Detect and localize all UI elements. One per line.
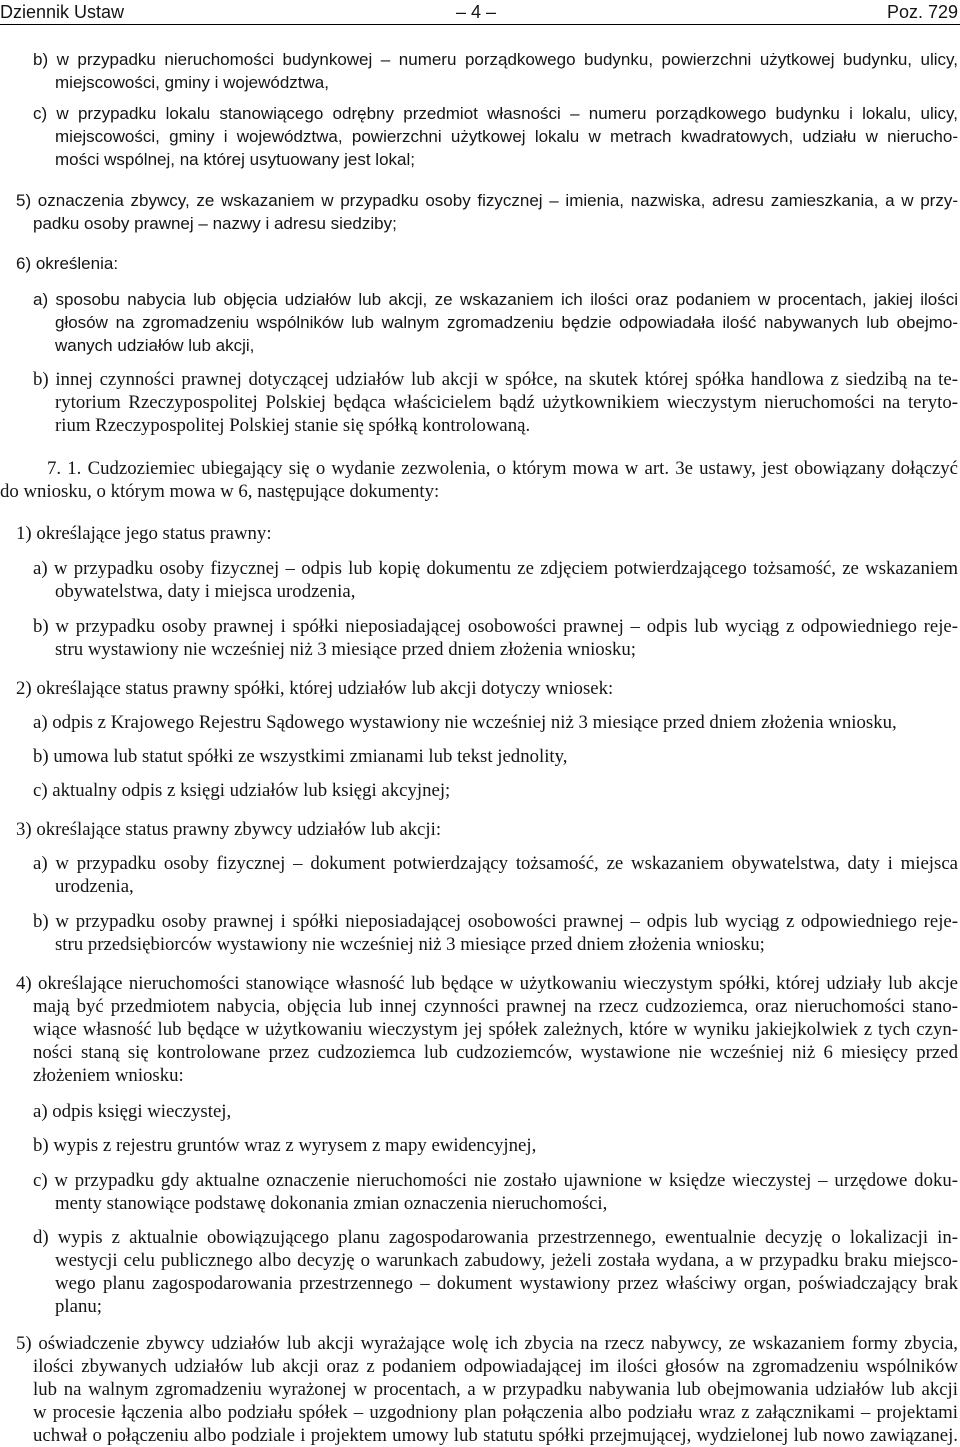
text-line: c) w przypadku gdy aktualne oznaczenie nieruchomości nie zostało ujawnione w księdze wieczystej – urzędowe doku- xyxy=(33,1170,958,1191)
text-line: planu; xyxy=(55,1296,102,1317)
position-number: Poz. 729 xyxy=(886,2,958,22)
text-line: rytorium Rzeczypospolitej Polskiej będąca właścicielem bądź użytkownikiem wieczystym nieruchomości na teryto- xyxy=(55,392,958,413)
text-line: b) w przypadku osoby prawnej i spółki nieposiadającej osobowości prawnej – odpis lub wyciąg z odpowiedniego reje- xyxy=(33,911,958,932)
text-line: mają być przedmiotem nabycia, objęcia lub innej czynności prawnej na rzecz cudzoziemca, oraz nieruchomości stano- xyxy=(33,996,958,1017)
text-line: b) umowa lub statut spółki ze wszystkimi zmianami lub tekst jednolity, xyxy=(33,746,568,767)
paragraph xyxy=(0,677,960,700)
paragraph xyxy=(0,252,960,275)
paragraph xyxy=(0,615,960,661)
paragraph xyxy=(0,288,960,357)
text-line: w procesie łączenia albo podziału spółek – uzgodniony plan połączenia albo podziału wraz z załącznikami – projektami xyxy=(33,1402,958,1423)
text-line: ilości zbywanych udziałów lub akcji oraz z podaniem odpowiadającej im ilości głosów na zgromadzeniu wspólników xyxy=(33,1356,958,1377)
text-line: 5) oznaczenia zbywcy, ze wskazaniem w przypadku osoby fizycznej – imienia, nazwiska, adresu zamieszkania, a w przy- xyxy=(16,191,958,210)
paragraph xyxy=(0,1100,960,1123)
text-line: wiące własność lub będące w użytkowaniu wieczystym jej spółek zależnych, które w wyniku jakiejkolwiek z tych czyn- xyxy=(33,1019,958,1040)
text-line: menty stanowiące podstawę dokonania zmian oznaczenia nieruchomości, xyxy=(55,1193,608,1214)
text-line: 5) oświadczenie zbywcy udziałów lub akcji wyrażające wolę ich zbycia na rzecz nabywcy, ze wskazaniem formy zbycia, xyxy=(16,1333,958,1354)
text-line: a) w przypadku osoby fizycznej – dokument potwierdzający tożsamość, ze wskazaniem obywatelstwa, daty i miejsca xyxy=(33,853,958,874)
text-line: a) odpis księgi wieczystej, xyxy=(33,1101,232,1122)
text-line: głosów na zgromadzeniu wspólników lub walnym zgromadzeniu będzie odpowiadała ilość nabywanych lub obejmo- xyxy=(55,313,958,332)
text-line: padku osoby prawnej – nazwy i adresu siedziby; xyxy=(33,214,397,233)
text-line: c) w przypadku lokalu stanowiącego odrębny przedmiot własności – numeru porządkowego budynku i lokalu, ulicy, xyxy=(33,104,958,123)
text-line: 7. 1. Cudzoziemiec ubiegający się o wydanie zezwolenia, o którym mowa w art. 3e ustawy, jest obowiązany dołączyć xyxy=(47,458,958,479)
text-line: rium Rzeczypospolitej Polskiej stanie się spółką kontrolowaną. xyxy=(55,415,531,436)
text-line: b) wypis z rejestru gruntów wraz z wyrysem z mapy ewidencyjnej, xyxy=(33,1135,537,1156)
text-line: a) w przypadku osoby fizycznej – odpis lub kopię dokumentu ze zdjęciem potwierdzającego tożsamość, ze wskazaniem xyxy=(33,558,958,579)
paragraph xyxy=(0,1332,960,1447)
paragraph xyxy=(0,189,960,235)
paragraph xyxy=(0,852,960,898)
text-line: a) odpis z Krajowego Rejestru Sądowego wystawiony nie wcześniej niż 3 miesiące przed dniem złożenia wniosku, xyxy=(33,712,897,733)
text-line: a) sposobu nabycia lub objęcia udziałów lub akcji, ze wskazaniem ich ilości oraz podaniem w procentach, jakiej ilości xyxy=(33,290,958,309)
paragraph xyxy=(0,1226,960,1318)
text-line: westycji celu publicznego albo decyzję o warunkach zabudowy, jeżeli została wydana, a w przypadku braku miejsco- xyxy=(55,1250,958,1271)
text-line: b) w przypadku nieruchomości budynkowej – numeru porządkowego budynku, powierzchni użytkowej budynku, ulicy, xyxy=(33,50,958,69)
paragraph xyxy=(0,745,960,768)
text-line: do wniosku, o którym mowa w 6, następujące dokumenty: xyxy=(0,481,440,502)
paragraph xyxy=(0,522,960,545)
paragraph xyxy=(0,711,960,734)
text-line: 3) określające status prawny zbywcy udziałów lub akcji: xyxy=(16,819,442,840)
text-line: stru przedsiębiorców wystawiony nie wcześniej niż 3 miesiące przed dniem złożenia wniosku; xyxy=(55,934,765,955)
paragraph xyxy=(0,457,960,503)
paragraph xyxy=(0,972,960,1087)
text-line: wego planu zagospodarowania przestrzennego – dokument wystawiony przez właściwy organ, poświadczający brak xyxy=(55,1273,958,1294)
text-line: lub na walnym zgromadzeniu wyrażonej w procentach, a w przypadku nabywania lub obejmowania udziałów lub akcji xyxy=(33,1379,958,1400)
text-line: wanych udziałów lub akcji, xyxy=(55,336,255,355)
paragraph xyxy=(0,102,960,171)
page-number: – 4 – xyxy=(455,2,497,22)
text-line: stru wystawiony nie wcześniej niż 3 miesiące przed dniem złożenia wniosku; xyxy=(55,639,636,660)
text-line: ności staną się kontrolowane przez cudzoziemca lub cudzoziemców, wystawione nie wcześniej niż 6 miesięcy przed xyxy=(33,1042,958,1063)
text-line: miejscowości, gminy i województwa, xyxy=(55,73,329,92)
text-line: złożeniem wniosku: xyxy=(33,1065,184,1086)
paragraph xyxy=(0,1169,960,1215)
text-line: urodzenia, xyxy=(55,876,134,897)
text-line: c) aktualny odpis z księgi udziałów lub księgi akcyjnej; xyxy=(33,780,451,801)
text-line: 4) określające nieruchomości stanowiące własność lub będące w użytkowaniu wieczystym spółki, której udziały lub akcje xyxy=(16,973,958,994)
journal-title: Dziennik Ustaw xyxy=(0,2,125,22)
paragraph xyxy=(0,818,960,841)
text-line: 1) określające jego status prawny: xyxy=(16,523,272,544)
text-line: obywatelstwa, daty i miejsca urodzenia, xyxy=(55,581,356,602)
text-line: b) innej czynności prawnej dotyczącej udziałów lub akcji w spółce, na skutek której spółka handlowa z siedzibą na te- xyxy=(33,369,958,390)
paragraph xyxy=(0,910,960,956)
text-line: b) w przypadku osoby prawnej i spółki nieposiadającej osobowości prawnej – odpis lub wyciąg z odpowiedniego reje- xyxy=(33,616,958,637)
paragraph xyxy=(0,557,960,603)
text-line: miejscowości, gminy i województwa, powierzchni użytkowej lokalu w metrach kwadratowych, udziału w nierucho- xyxy=(55,127,958,146)
paragraph xyxy=(0,368,960,437)
text-line: 6) określenia: xyxy=(16,254,119,273)
text-line: 2) określające status prawny spółki, której udziałów lub akcji dotyczy wniosek: xyxy=(16,678,614,699)
paragraph xyxy=(0,779,960,802)
paragraph xyxy=(0,1134,960,1157)
text-line: mości wspólnej, na której usytuowany jest lokal; xyxy=(55,150,415,169)
text-line: uchwał o połączeniu albo podziale i projektem umowy lub statutu spółki przejmującej, wydzielonej lub nowo zawiązanej. xyxy=(33,1425,958,1446)
text-line: d) wypis z aktualnie obowiązującego planu zagospodarowania przestrzennego, ewentualnie decyzję o lokalizacji in- xyxy=(33,1227,958,1248)
paragraph xyxy=(0,48,960,94)
